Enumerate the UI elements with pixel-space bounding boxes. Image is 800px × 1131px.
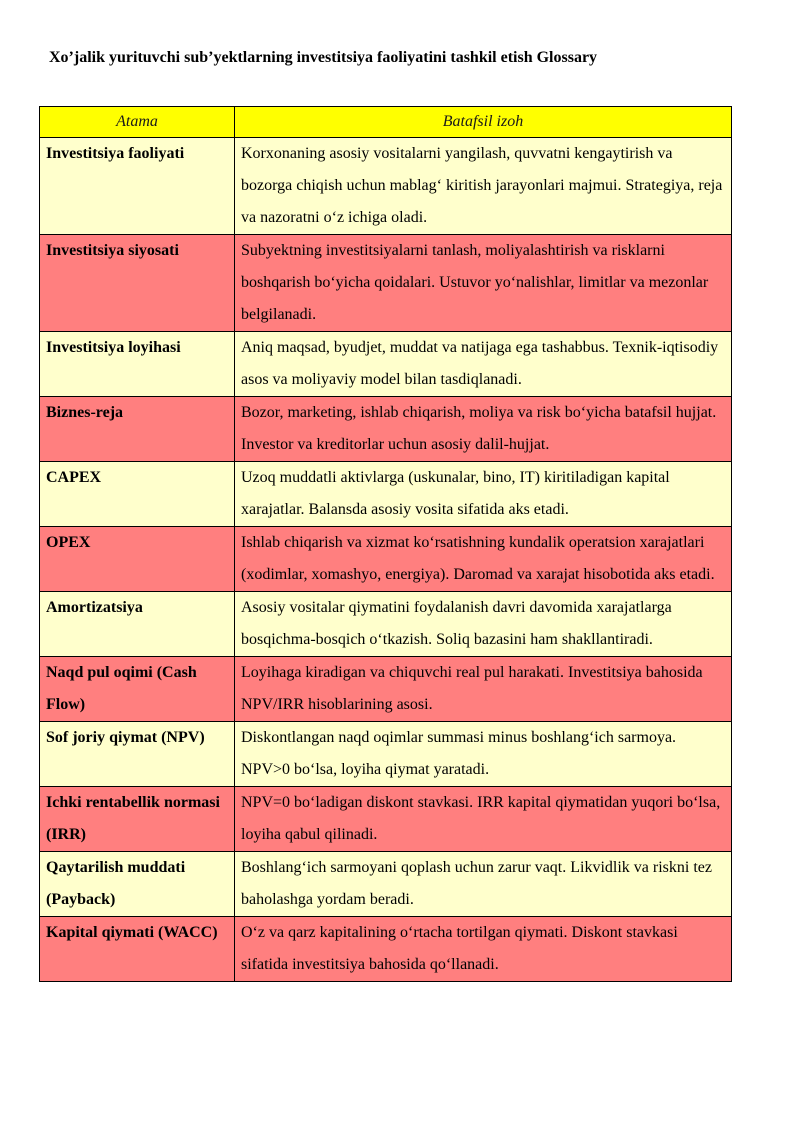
header-term: Atama	[40, 107, 235, 138]
description-cell: Diskontlangan naqd oqimlar summasi minus boshlang‘ich sarmoya. NPV>0 bo‘lsa, loyiha qiymat yaratadi.	[235, 722, 732, 787]
table-row	[40, 527, 732, 592]
header-description: Batafsil izoh	[235, 107, 732, 138]
description-cell: Ishlab chiqarish va xizmat ko‘rsatishning kundalik operatsion xarajatlari (xodimlar, xomashyo, energiya). Daromad va xarajat hisobotida aks etadi.	[235, 527, 732, 592]
description-cell: Bozor, marketing, ishlab chiqarish, moliya va risk bo‘yicha batafsil hujjat. Investor va kreditorlar uchun asosiy dalil-hujjat.	[235, 397, 732, 462]
table-row	[40, 787, 732, 852]
table-row	[40, 462, 732, 527]
description-cell: Uzoq muddatli aktivlarga (uskunalar, bino, IT) kiritiladigan kapital xarajatlar. Balansda asosiy vosita sifatida aks etadi.	[235, 462, 732, 527]
term-cell: Kapital qiymati (WACC)	[40, 917, 235, 982]
table-row	[40, 722, 732, 787]
description-cell: Boshlang‘ich sarmoyani qoplash uchun zarur vaqt. Likvidlik va riskni tez baholashga yordam beradi.	[235, 852, 732, 917]
term-cell: Qaytarilish muddati (Payback)	[40, 852, 235, 917]
table-header-row	[40, 107, 732, 138]
term-cell: Investitsiya siyosati	[40, 235, 235, 332]
table-row	[40, 138, 732, 235]
term-cell: OPEX	[40, 527, 235, 592]
term-cell: Ichki rentabellik normasi (IRR)	[40, 787, 235, 852]
description-cell: NPV=0 bo‘ladigan diskont stavkasi. IRR kapital qiymatidan yuqori bo‘lsa, loyiha qabul qilinadi.	[235, 787, 732, 852]
description-cell: Subyektning investitsiyalarni tanlash, moliyalashtirish va risklarni boshqarish bo‘yicha qoidalari. Ustuvor yo‘nalishlar, limitlar va mezonlar belgilanadi.	[235, 235, 732, 332]
term-cell: Amortizatsiya	[40, 592, 235, 657]
description-cell: Korxonaning asosiy vositalarni yangilash, quvvatni kengaytirish va bozorga chiqish uchun mablag‘ kiritish jarayonlari majmui. Strategiya, reja va nazoratni o‘z ichiga oladi.	[235, 138, 732, 235]
term-cell: Naqd pul oqimi (Cash Flow)	[40, 657, 235, 722]
description-cell: Asosiy vositalar qiymatini foydalanish davri davomida xarajatlarga bosqichma-bosqich o‘tkazish. Soliq bazasini ham shakllantiradi.	[235, 592, 732, 657]
glossary-table	[39, 106, 732, 982]
table-row	[40, 917, 732, 982]
table-row	[40, 332, 732, 397]
term-cell: Biznes-reja	[40, 397, 235, 462]
term-cell: Investitsiya loyihasi	[40, 332, 235, 397]
description-cell: O‘z va qarz kapitalining o‘rtacha tortilgan qiymati. Diskont stavkasi sifatida investitsiya bahosida qo‘llanadi.	[235, 917, 732, 982]
term-cell: Investitsiya faoliyati	[40, 138, 235, 235]
table-row	[40, 657, 732, 722]
description-cell: Aniq maqsad, byudjet, muddat va natijaga ega tashabbus. Texnik-iqtisodiy asos va moliyaviy model bilan tasdiqlanadi.	[235, 332, 732, 397]
term-cell: Sof joriy qiymat (NPV)	[40, 722, 235, 787]
term-cell: CAPEX	[40, 462, 235, 527]
description-cell: Loyihaga kiradigan va chiquvchi real pul harakati. Investitsiya bahosida NPV/IRR hisoblarining asosi.	[235, 657, 732, 722]
document-title: Xo’jalik yurituvchi sub’yektlarning investitsiya faoliyatini tashkil etish Glossary	[49, 49, 598, 66]
table-row	[40, 592, 732, 657]
table-row	[40, 397, 732, 462]
table-row	[40, 235, 732, 332]
table-row	[40, 852, 732, 917]
